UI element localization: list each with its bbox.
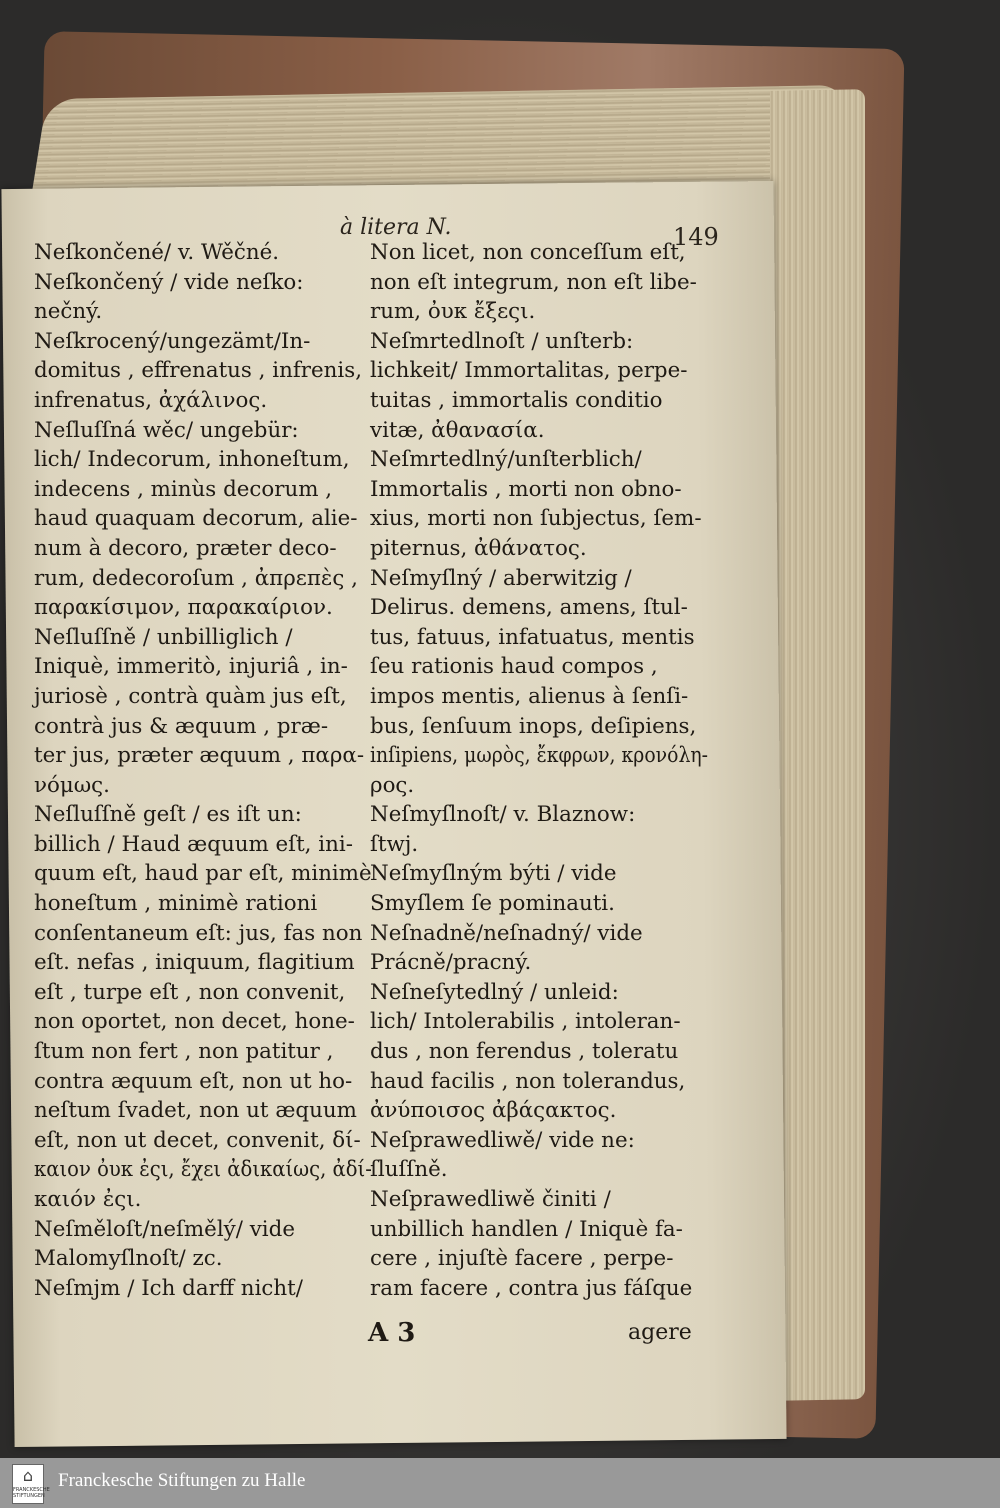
text-line: infrenatus, ἀχάλινος. [34, 387, 268, 413]
text-line: eſt , turpe eſt , non convenit, [34, 979, 346, 1005]
building-icon: ⌂ [22, 1466, 34, 1485]
text-line: Neſměloſt/neſmělý/ vide [34, 1216, 295, 1242]
logo-text: FRANCKESCHE STIFTUNGEN [13, 1487, 50, 1499]
text-line: Neſmrtedlnoſt / unſterb: [370, 328, 634, 354]
text-line: impos mentis, alienus à ſenſi- [370, 683, 689, 709]
text-line: haud quaquam decorum, alie- [34, 506, 358, 532]
text-line: ſtum non fert , non patitur , [34, 1039, 334, 1065]
text-line: ρος. [370, 772, 415, 798]
text-line: rum, ὀυκ ἔξεςι. [370, 299, 536, 325]
text-line: tuitas , immortalis conditio [370, 387, 663, 413]
left-column [34, 238, 374, 1303]
right-column [370, 238, 710, 1303]
text-line: Delirus. demens, amens, ſtul- [370, 595, 688, 621]
footer-bar [0, 1458, 1000, 1508]
text-line: lich/ Intolerabilis , intoleran- [370, 1009, 681, 1035]
text-line: Neſmyſlný / aberwitzig / [370, 565, 632, 591]
text-line: dus , non ferendus , toleratu [370, 1039, 679, 1065]
text-line: ſtwj. [370, 831, 419, 857]
text-line: Neſkončený / vide neſko: [34, 269, 304, 295]
text-line: Neſmjm / Ich darff nicht/ [34, 1275, 303, 1301]
text-line: honeſtum , minimè rationi [34, 891, 318, 917]
text-line: unbillich handlen / Iniquè fa- [370, 1216, 683, 1242]
text-line: conſentaneum eſt: jus, fas non [34, 920, 363, 946]
text-line: indecens , minùs decorum , [34, 476, 333, 502]
running-title: à litera N. [340, 215, 452, 240]
text-line: Iniquè, immeritò, injuriâ , in- [34, 654, 348, 680]
text-line: eſt. nefas , iniquum, flagitium [34, 950, 355, 976]
text-line: Neſneſytedlný / unleid: [370, 979, 619, 1005]
text-line: ſluſſně. [370, 1157, 448, 1183]
text-line: Neſluſſná wěc/ ungebür: [34, 417, 299, 443]
text-line: contra æquum eſt, non ut ho- [34, 1068, 353, 1094]
text-line: inſipiens, μωρὸς, ἔκφρων, κρονόλη- [370, 743, 709, 769]
text-line: Neſluſſně / unbilliglich / [34, 624, 293, 650]
text-line: juriosè , contrà quàm jus eſt, [34, 683, 347, 709]
page-edges-right [770, 89, 865, 1401]
text-line: Neſkrocený/ungezämt/In- [34, 328, 311, 354]
text-line: nečný. [34, 299, 103, 325]
text-line: Neſmyſlným býti / vide [370, 861, 617, 887]
text-line: Non licet, non conceſſum eſt, [370, 240, 686, 265]
text-line: παρακίσιμον, παρακαίριον. [34, 595, 333, 621]
text-line: Neſluſſně geſt / es iſt un: [34, 802, 302, 828]
text-line: non oportet, non decet, hone- [34, 1009, 355, 1035]
institution-logo[interactable] [12, 1464, 50, 1504]
text-line: lich/ Indecorum, inhoneſtum, [34, 447, 350, 473]
text-line: non eſt integrum, non eſt libe- [370, 269, 697, 295]
text-line: καιόν ἐςι. [34, 1187, 142, 1212]
text-line: Malomyſlnoſt/ zc. [34, 1246, 223, 1272]
text-line: billich / Haud æquum eſt, ini- [34, 831, 353, 857]
text-line: tus, fatuus, infatuatus, mentis [370, 624, 695, 650]
text-line: contrà jus & æquum , præ- [34, 713, 329, 739]
text-line: neſtum ſvadet, non ut æquum [34, 1098, 357, 1124]
text-line: νόμως. [34, 772, 110, 798]
text-line: Neſprawedliwě/ vide ne: [370, 1127, 635, 1153]
institution-name[interactable]: Franckesche Stiftungen zu Halle [58, 1470, 306, 1491]
page-number: 149 [673, 223, 719, 251]
text-line: Neſmyſlnoſt/ v. Blaznow: [370, 802, 636, 828]
text-line: lichkeit/ Immortalitas, perpe- [370, 358, 688, 384]
text-line: ter jus, præter æquum , παρα- [34, 743, 365, 769]
text-line: eſt, non ut decet, convenit, δί- [34, 1127, 361, 1153]
text-line: cere , injuſtè facere , perpe- [370, 1246, 674, 1272]
text-line: Prácně/pracný. [370, 950, 532, 976]
text-line: ἀνύποισος ἀβάςακτος. [370, 1098, 617, 1124]
text-line: quum eſt, haud par eſt, minimè [34, 861, 372, 887]
text-line: num à decoro, præter deco- [34, 535, 337, 561]
text-line: Neſmrtedlný/unſterblich/ [370, 447, 642, 473]
text-line: Neſkončené/ v. Wěčné. [34, 240, 280, 265]
text-line: piternus, ἀθάνατος. [370, 535, 587, 561]
text-line: ram facere , contra jus fáſque [370, 1275, 693, 1301]
text-line: Smyſlem ſe pominauti. [370, 891, 615, 917]
text-line: Neſnadně/neſnadný/ vide [370, 920, 643, 946]
signature-mark: A 3 [368, 1318, 416, 1348]
text-line: rum, dedecoroſum , ἀπρεπὲς , [34, 565, 358, 591]
text-line: vitæ, ἀθανασία. [370, 417, 545, 443]
catchword: agere [628, 1320, 692, 1345]
text-line: haud facilis , non tolerandus, [370, 1068, 686, 1094]
text-line: ſeu rationis haud compos , [370, 654, 658, 680]
text-line: xius, morti non ſubjectus, ſem- [370, 506, 702, 532]
text-line: domitus , effrenatus , infrenis, [34, 358, 363, 384]
text-line: Immortalis , morti non obno- [370, 476, 682, 502]
text-line: καιον ὀυκ ἐςι, ἔχει ἀδικαίως, ἀδί- [34, 1157, 372, 1183]
text-line: Neſprawedliwě činiti / [370, 1187, 611, 1212]
text-line: bus, ſenſuum inops, deſipiens, [370, 713, 697, 739]
